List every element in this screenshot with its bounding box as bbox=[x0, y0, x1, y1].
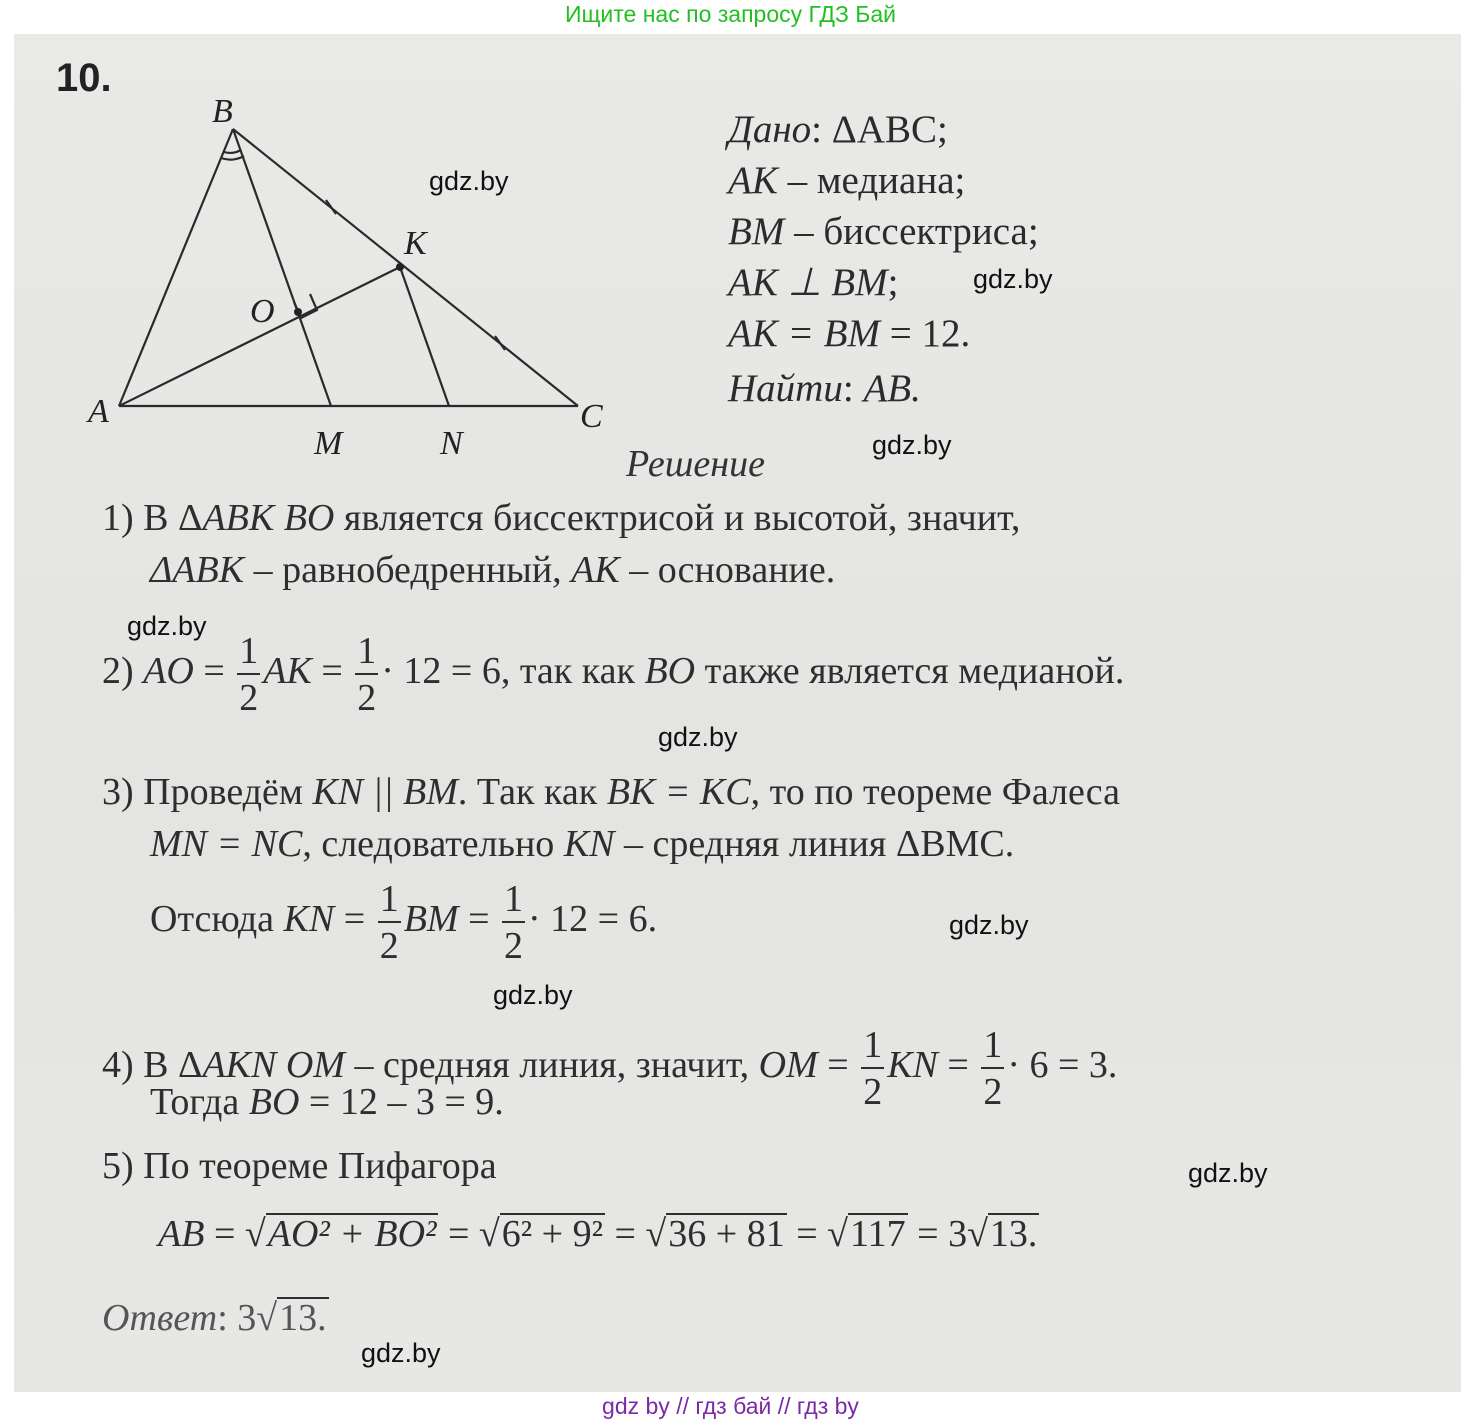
label-k: K bbox=[404, 225, 427, 262]
step-5-line-1: 5) По теореме Пифагора bbox=[102, 1145, 497, 1187]
given-line-4: AK ⊥ BM; bbox=[728, 261, 899, 304]
watermark: gdz.by bbox=[949, 910, 1029, 940]
given-line-5: AK = BM = 12. bbox=[728, 312, 971, 355]
given-line-3: BM – биссектриса; bbox=[728, 210, 1039, 253]
step-2: 2) AO = $\frac{1}{2}$ AK = $\frac{1}{2}$ · 12 = 6, так как BO также является медианой. bbox=[102, 630, 1125, 719]
triangle-diagram bbox=[74, 82, 634, 492]
step-3-line-3: Отсюда KN = $\frac{1}{2}$ BM = $\frac{1}{2}$ · 12 = 6. bbox=[150, 878, 658, 967]
watermark: gdz.by bbox=[1188, 1158, 1268, 1188]
fraction: $\frac{1}{2}$ bbox=[983, 1024, 1003, 1113]
given-line-2: AK – медиана; bbox=[728, 159, 966, 202]
watermark: gdz.by bbox=[429, 166, 509, 196]
watermark: gdz.by bbox=[973, 264, 1053, 294]
fraction: $\frac{1}{2}$ bbox=[357, 630, 377, 719]
watermark: gdz.by bbox=[493, 980, 573, 1010]
label-n: N bbox=[440, 425, 463, 462]
fraction: $\frac{1}{2}$ bbox=[239, 630, 259, 719]
tick-kc bbox=[495, 336, 505, 350]
label-b: B bbox=[212, 93, 233, 130]
scanned-page bbox=[14, 34, 1461, 1392]
given-line-1: Дано: ΔABC; bbox=[728, 108, 948, 151]
step-1-line-2: ΔABK – равнобедренный, AK – основание. bbox=[150, 549, 836, 591]
segment-kn bbox=[400, 267, 449, 406]
watermark: gdz.by bbox=[658, 722, 738, 752]
step-3-line-1: 3) Проведём KN || BM. Так как BK = KC, то по теореме Фалеса bbox=[102, 771, 1120, 813]
label-c: C bbox=[580, 398, 603, 435]
angle-arc-2 bbox=[221, 156, 244, 160]
bottom-banner: gdz by // гдз бай // гдз by bbox=[602, 1393, 859, 1419]
answer-line: Ответ: 3√13. bbox=[102, 1297, 327, 1339]
watermark: gdz.by bbox=[127, 611, 207, 641]
point-o bbox=[294, 308, 302, 316]
find-line: Найти: AB. bbox=[728, 367, 921, 410]
label-a: A bbox=[88, 393, 109, 430]
step-4-line-2: Тогда BO = 12 – 3 = 9. bbox=[150, 1081, 504, 1123]
tick-bk bbox=[326, 200, 336, 214]
median-ak bbox=[119, 267, 400, 406]
watermark: gdz.by bbox=[872, 430, 952, 460]
problem-number: 10. bbox=[56, 56, 112, 100]
label-m: M bbox=[314, 425, 343, 462]
fraction: $\frac{1}{2}$ bbox=[379, 878, 399, 967]
bisector-bm bbox=[233, 129, 331, 406]
given-block bbox=[728, 104, 1039, 414]
step-4-line-1: 4) В ΔAKN OM – средняя линия, значит, OM = $\frac{1}{2}$ KN = $\frac{1}{2}$ · 6 = 3. bbox=[102, 1024, 1118, 1113]
solution-heading: Решение bbox=[626, 443, 765, 485]
side-bc bbox=[233, 129, 578, 406]
point-k bbox=[396, 263, 404, 271]
watermark: gdz.by bbox=[361, 1338, 441, 1368]
label-o: O bbox=[250, 293, 275, 330]
fraction: $\frac{1}{2}$ bbox=[863, 1024, 883, 1113]
top-banner: Ищите нас по запросу ГДЗ Бай bbox=[564, 1, 897, 27]
fraction: $\frac{1}{2}$ bbox=[504, 878, 523, 967]
step-3-line-2: MN = NC, следовательно KN – средняя линия ΔBMC. bbox=[150, 823, 1015, 865]
step-5-formula: AB = √AO² + BO² = √6² + 9² = √36 + 81 = √117 = 3√13. bbox=[158, 1213, 1038, 1255]
step-1-line-1: 1) В ΔABK BO является биссектрисой и высотой, значит, bbox=[102, 497, 1021, 539]
side-ab bbox=[119, 129, 233, 406]
angle-arc-1 bbox=[224, 150, 241, 153]
